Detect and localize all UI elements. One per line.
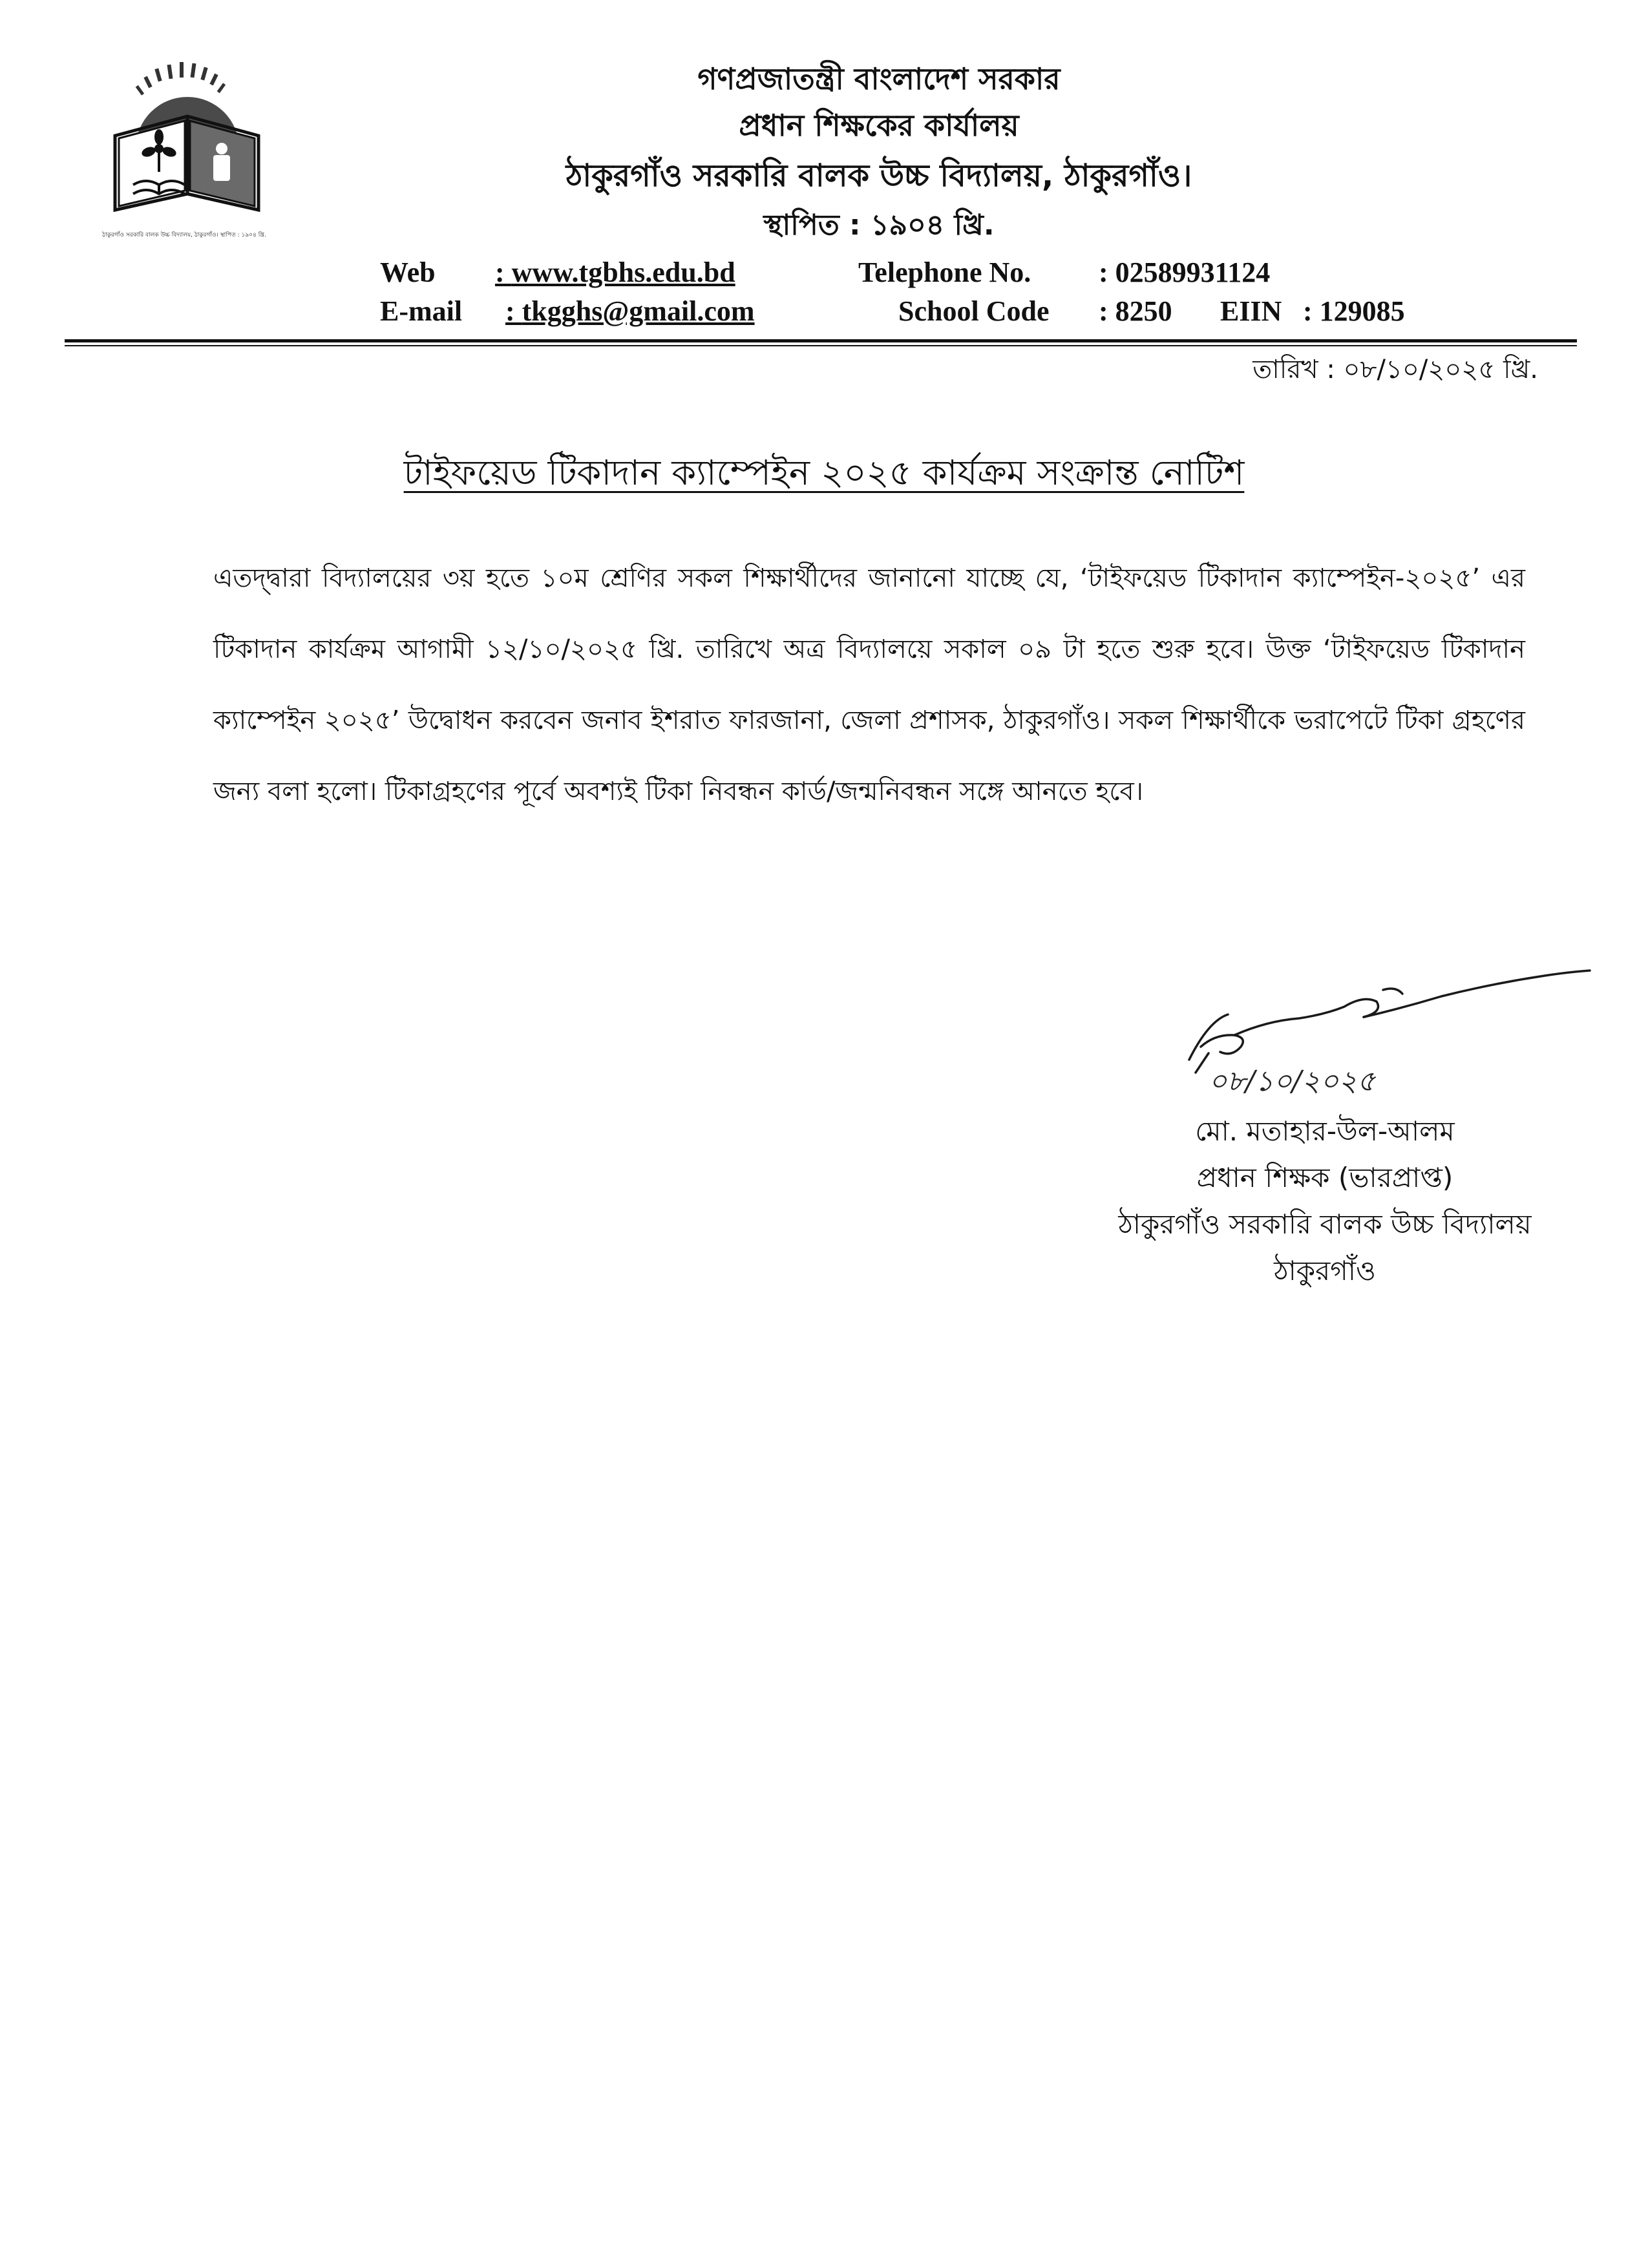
signer-place: ঠাকুরগাঁও: [1274, 1255, 1376, 1286]
notice-body: এতদ্দ্বারা বিদ্যালয়ের ৩য় হতে ১০ম শ্রেণির সকল শিক্ষার্থীদের জানানো যাচ্ছে যে, ‘টাইফয়েড টিকাদান ক্যাম্পেইন-২০২৫’ এর টিকাদান কার্যক্রম আগামী ১২/১০/২০২৫ খ্রি. তারিখে অত্র বিদ্যালয়ে সকাল ০৯ টা হতে শুরু হবে। উক্ত ‘টাইফয়েড টিকাদান ক্যাম্পেইন ২০২৫’ উদ্বোধন করবেন জনাব ইশরাত ফারজানা, জেলা প্রশাসক, ঠাকুরগাঁও। সকল শিক্ষার্থীকে ভরাপেটে টিকা গ্রহণের জন্য বলা হলো। টিকাগ্রহণের পূর্বে অবশ্যই টিকা নিবন্ধন কার্ড/জন্মনিবন্ধন সঙ্গে আনতে হবে।: [213, 563, 1525, 806]
web-link[interactable]: : www.tgbhs.edu.bd: [495, 257, 735, 288]
email-label: E-mail: [380, 295, 463, 327]
web-label: Web: [380, 257, 436, 288]
school-logo-emblem-icon: [97, 58, 271, 233]
school-code-label: School Code: [898, 295, 1050, 327]
telephone-label: Telephone No.: [858, 257, 1031, 288]
school-code-value: : 8250: [1099, 295, 1172, 327]
telephone-value: : 02589931124: [1099, 257, 1271, 288]
header-divider-thin: [65, 345, 1577, 346]
email-link[interactable]: : tkgghs@gmail.com: [505, 295, 755, 327]
government-name: গণপ্রজাতন্ত্রী বাংলাদেশ সরকার: [697, 61, 1061, 96]
signer-name: মো. মতাহার-উল-আলম: [1195, 1115, 1455, 1147]
logo-caption: ঠাকুরগাঁও সরকারি বালক উচ্চ বিদ্যালয়, ঠাকুরগাঁও। স্থাপিত : ১৯০৪ খ্রি.: [102, 232, 266, 238]
notice-date: তারিখ : ০৮/১০/২০২৫ খ্রি.: [1252, 355, 1538, 384]
school-name: ঠাকুরগাঁও সরকারি বালক উচ্চ বিদ্যালয়, ঠাকুরগাঁও।: [565, 158, 1192, 194]
office-name: প্রধান শিক্ষকের কার্যালয়: [739, 108, 1019, 143]
header-divider-thick: [65, 339, 1577, 342]
eiin-value: : 129085: [1303, 295, 1405, 327]
school-logo: [97, 58, 271, 252]
notice-title: টাইফয়েড টিকাদান ক্যাম্পেইন ২০২৫ কার্যক্রম সংক্রান্ত নোটিশ: [403, 452, 1245, 493]
eiin-label: EIIN: [1220, 295, 1282, 327]
signature-date: ০৮/১০/২০২৫: [1209, 1065, 1376, 1098]
signer-designation: প্রধান শিক্ষক (ভারপ্রাপ্ত): [1196, 1162, 1453, 1193]
established-year: স্থাপিত : ১৯০৪ খ্রি.: [763, 209, 995, 242]
signer-school: ঠাকুরগাঁও সরকারি বালক উচ্চ বিদ্যালয়: [1118, 1208, 1532, 1240]
